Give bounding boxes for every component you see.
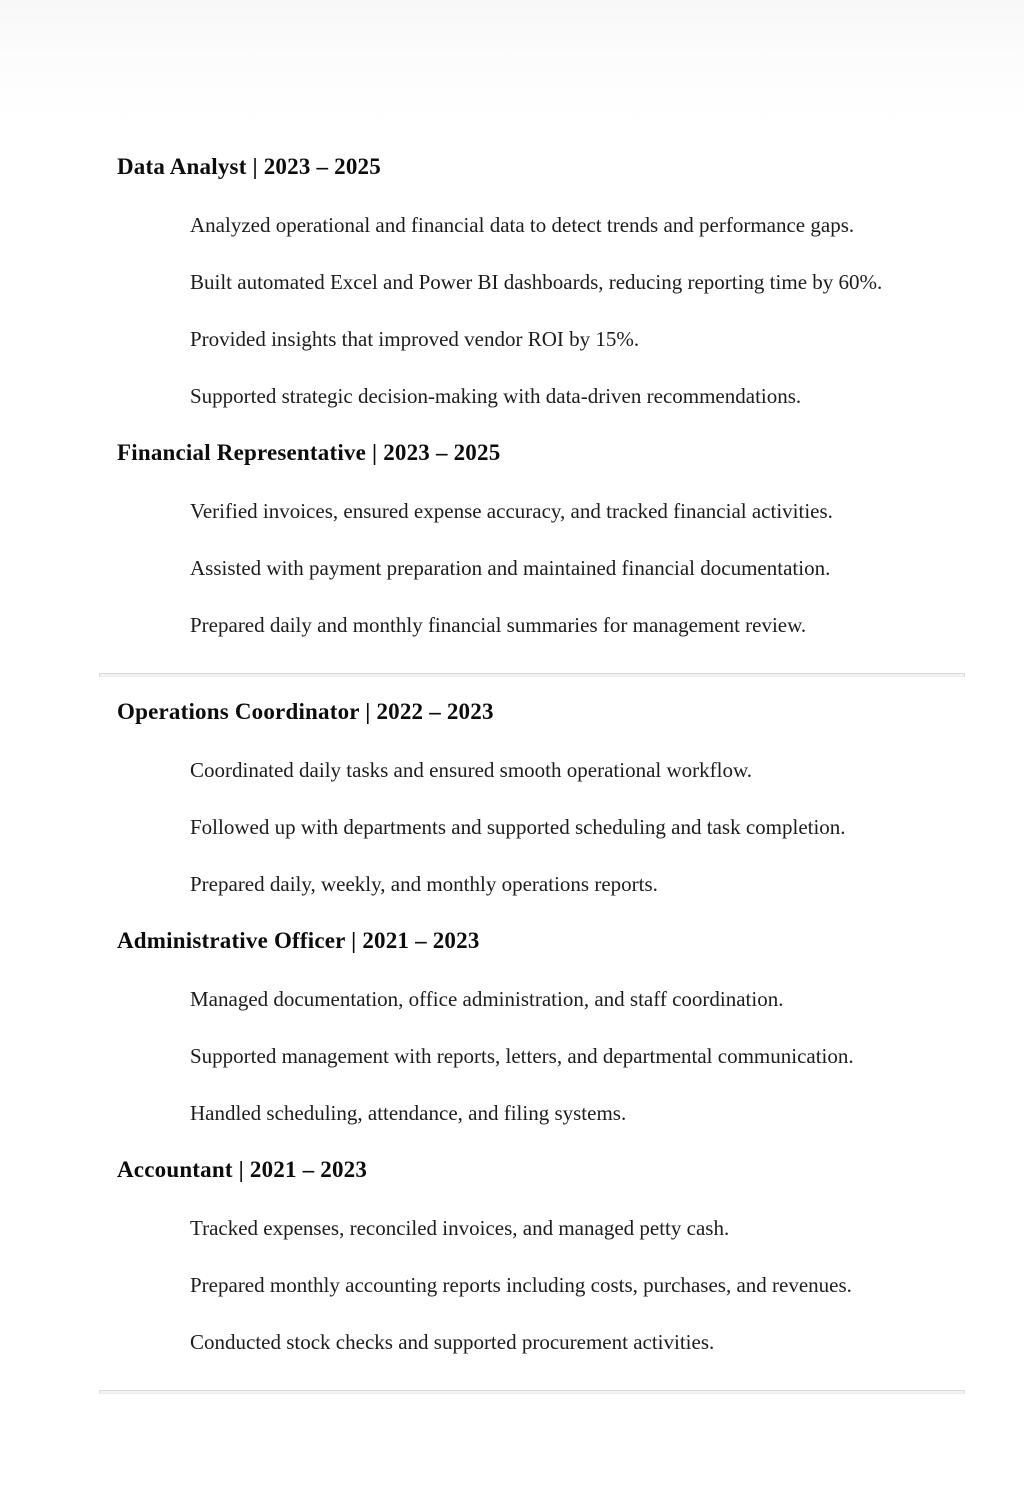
job-detail-line: Prepared daily, weekly, and monthly operations reports. [190, 872, 658, 896]
job-detail-line: Conducted stock checks and supported procurement activities. [190, 1330, 715, 1354]
job-detail-line: Supported management with reports, letters, and departmental communication. [190, 1044, 854, 1068]
job-entry [117, 923, 966, 1131]
job-detail-line: Prepared daily and monthly financial summaries for management review. [190, 613, 807, 637]
job-detail-line: Supported strategic decision-making with data-driven recommendations. [190, 384, 802, 408]
job-detail-line: Verified invoices, ensured expense accuracy, and tracked financial activities. [190, 499, 833, 523]
job-title-heading: Accountant | 2021 – 2023 [117, 1157, 368, 1182]
job-detail-line: Analyzed operational and financial data to detect trends and performance gaps. [190, 213, 855, 237]
job-title-heading: Administrative Officer | 2021 – 2023 [117, 928, 480, 953]
job-detail-line: Handled scheduling, attendance, and filing systems. [190, 1101, 627, 1125]
job-title-heading: Financial Representative | 2023 – 2025 [117, 440, 501, 465]
job-detail-line: Followed up with departments and supported scheduling and task completion. [190, 815, 846, 839]
job-detail-line: Built automated Excel and Power BI dashboards, reducing reporting time by 60%. [190, 270, 883, 294]
job-detail-line: Provided insights that improved vendor ROI by 15%. [190, 327, 640, 351]
job-detail-line: Managed documentation, office administration, and staff coordination. [190, 987, 784, 1011]
job-title-heading: Data Analyst | 2023 – 2025 [117, 154, 381, 179]
job-detail-line: Coordinated daily tasks and ensured smooth operational workflow. [190, 758, 753, 782]
section-divider [99, 1390, 965, 1394]
job-entry [117, 1152, 966, 1360]
section-divider [99, 673, 965, 677]
job-detail-line: Prepared monthly accounting reports including costs, purchases, and revenues. [190, 1273, 852, 1297]
experience-section [117, 694, 966, 1360]
job-entry [117, 694, 966, 902]
job-title-heading: Operations Coordinator | 2022 – 2023 [117, 699, 494, 724]
job-entry [117, 435, 966, 643]
job-detail-line: Tracked expenses, reconciled invoices, and managed petty cash. [190, 1216, 730, 1240]
experience-section [117, 149, 966, 643]
job-entry [117, 149, 966, 414]
job-detail-line: Assisted with payment preparation and maintained financial documentation. [190, 556, 831, 580]
